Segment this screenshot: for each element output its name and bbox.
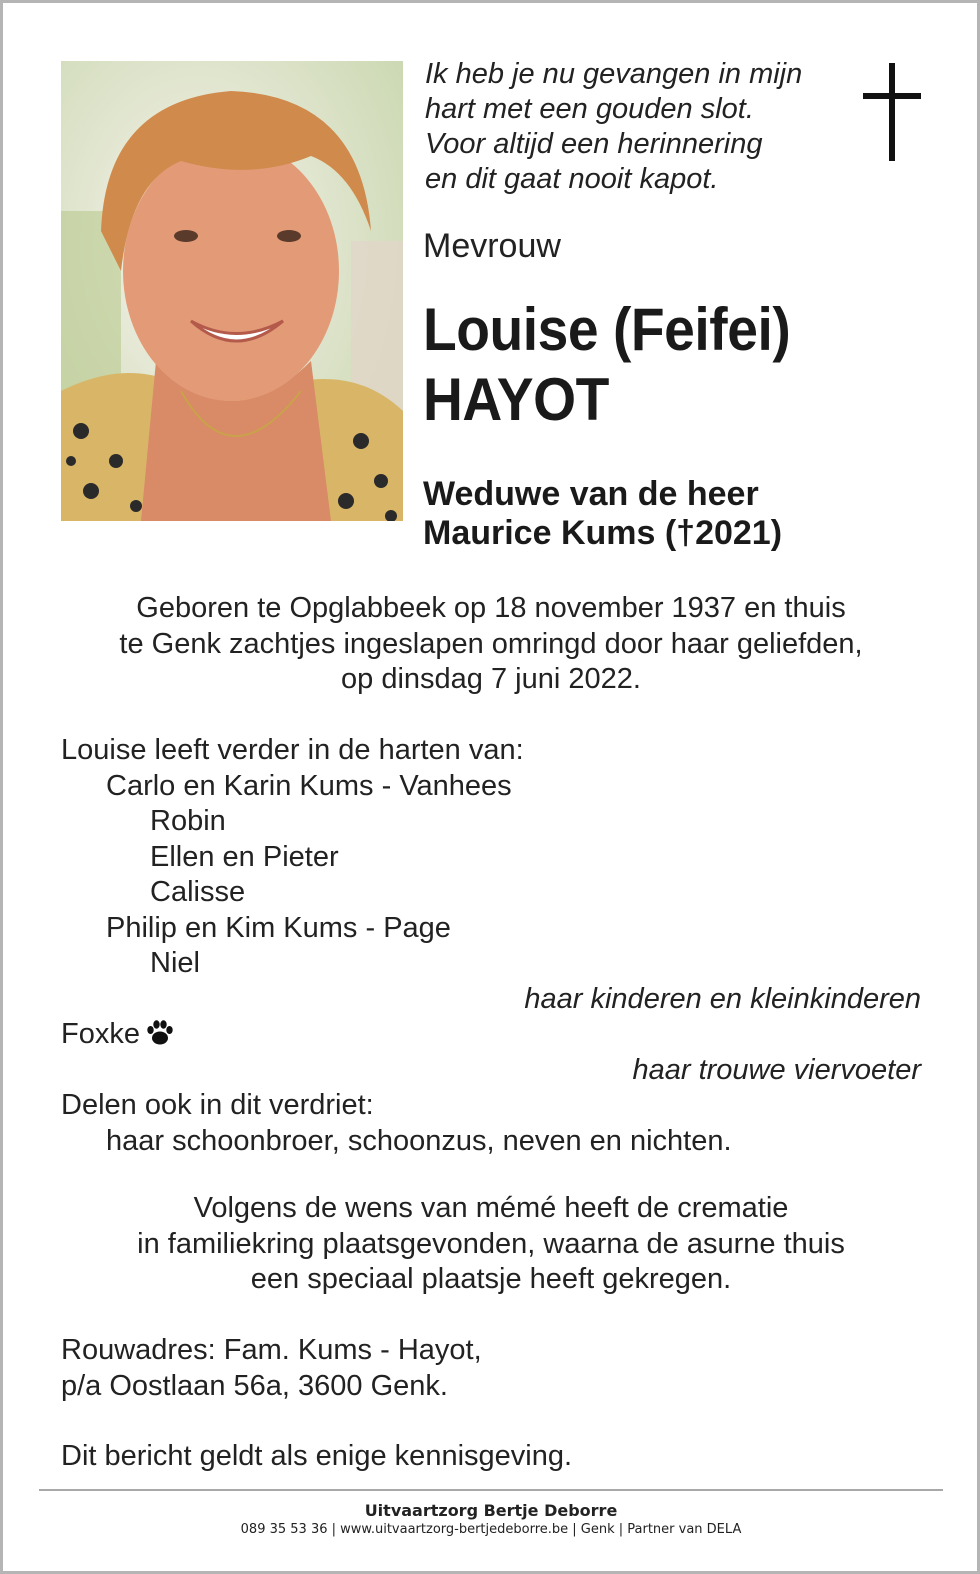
grandchild-entry: Ellen en Pieter [150, 840, 339, 873]
family-intro: Louise leeft verder in de harten van: [61, 734, 524, 766]
mourning-address [61, 1333, 482, 1404]
cremation-info [3, 1191, 979, 1298]
widow-line: Weduwe van de heer [423, 475, 759, 513]
pet-name: Foxke [61, 1018, 140, 1050]
funeral-company-name: Uitvaartzorg Bertje Deborre [364, 1501, 618, 1520]
widow-of [423, 475, 782, 553]
sharing-entry: haar schoonbroer, schoonzus, neven en nichten. [106, 1124, 732, 1157]
birth-line: te Genk zachtjes ingeslapen omringd door haar geliefden, [119, 627, 863, 660]
sharing-intro: Delen ook in dit verdriet: [61, 1089, 374, 1121]
deceased-name [423, 295, 790, 435]
children-caption: haar kinderen en kleinkinderen [524, 982, 921, 1015]
address-line: Rouwadres: Fam. Kums - Hayot, [61, 1334, 482, 1366]
cross-icon [861, 63, 923, 163]
poem-line: Ik heb je nu gevangen in mijn [425, 58, 803, 90]
widow-line: Maurice Kums (†2021) [423, 514, 783, 552]
poem-line: en dit gaat nooit kapot. [425, 163, 719, 195]
notice-text: Dit bericht geldt als enige kennisgeving. [61, 1440, 573, 1472]
child-entry: Carlo en Karin Kums - Vanhees [106, 769, 512, 802]
pet-entry [61, 1017, 921, 1053]
child-entry: Philip en Kim Kums - Page [106, 911, 451, 944]
poem-line: hart met een gouden slot. [425, 93, 754, 125]
cremation-line: Volgens de wens van mémé heeft de crematie [193, 1192, 789, 1224]
last-name: HAYOT [423, 366, 609, 433]
footer-divider [39, 1489, 943, 1491]
address-line: p/a Oostlaan 56a, 3600 Genk. [61, 1369, 448, 1402]
birth-line: Geboren te Opglabbeek op 18 november 1937 en thuis [136, 592, 846, 624]
salutation: Mevrouw [423, 227, 561, 265]
portrait-photo [61, 61, 403, 521]
paw-icon [146, 1020, 174, 1046]
birth-line: op dinsdag 7 juni 2022. [341, 663, 641, 695]
pet-caption: haar trouwe viervoeter [632, 1053, 921, 1086]
cremation-line: in familiekring plaatsgevonden, waarna de asurne thuis [137, 1227, 845, 1260]
grandchild-entry: Niel [150, 947, 200, 979]
birth-death-info [3, 591, 979, 698]
funeral-company-contact: 089 35 53 36 | www.uitvaartzorg-bertjedeborre.be | Genk | Partner van DELA [240, 1522, 742, 1537]
grandchild-entry: Robin [150, 805, 226, 837]
cremation-line: een speciaal plaatsje heeft gekregen. [250, 1263, 732, 1295]
poem-line: Voor altijd een herinnering [425, 128, 763, 160]
poem [425, 57, 802, 197]
grandchild-entry: Calisse [150, 876, 246, 908]
family-list [61, 733, 921, 1159]
first-name: Louise (Feifei) [423, 296, 791, 363]
